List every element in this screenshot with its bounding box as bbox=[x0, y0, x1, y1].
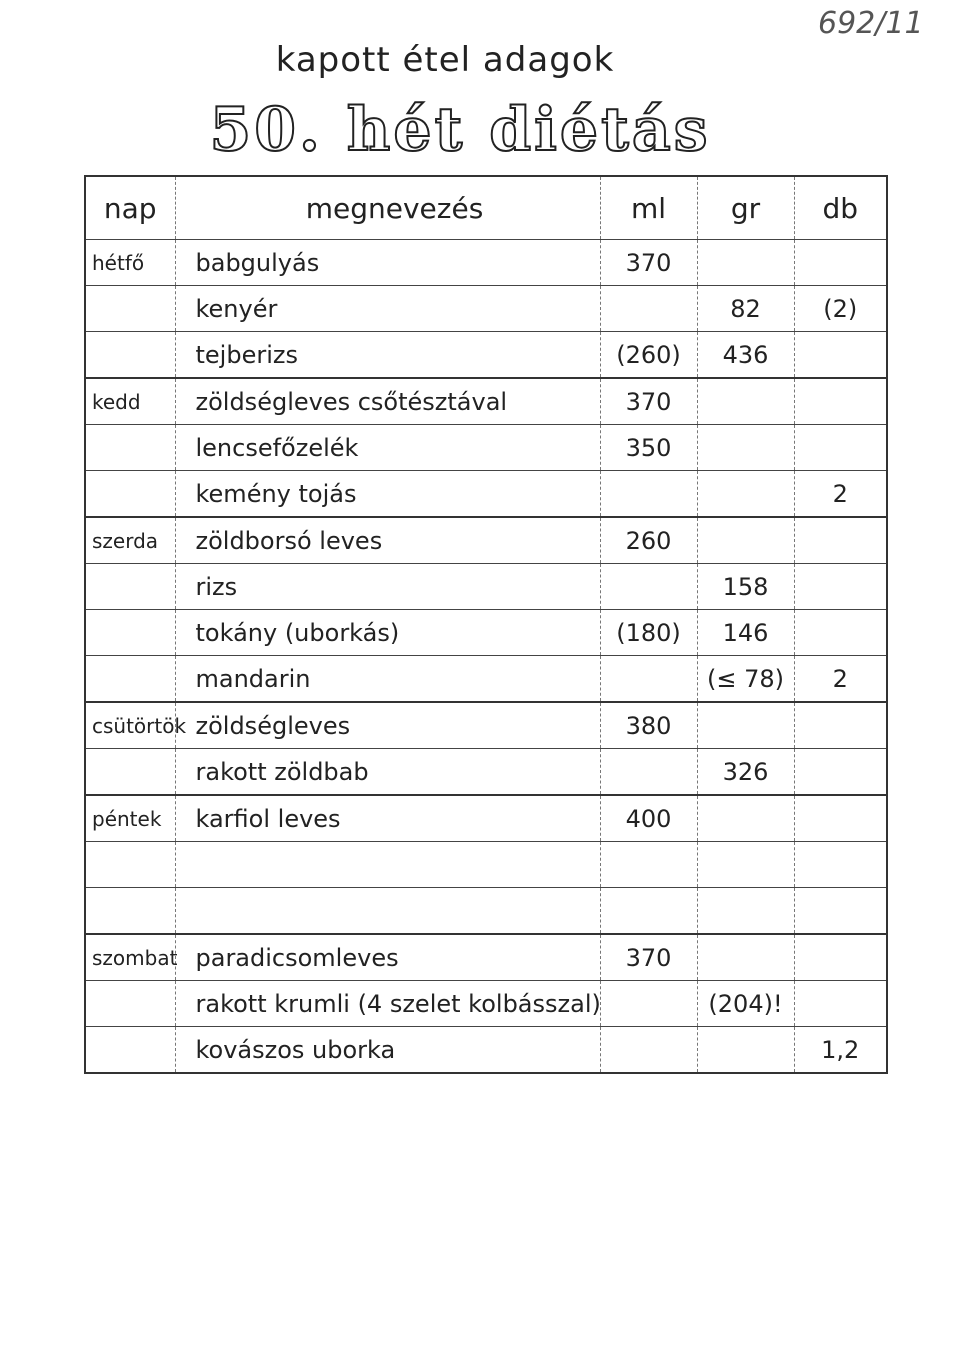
cell-name: rakott krumli (4 szelet kolbásszal) bbox=[175, 981, 600, 1027]
cell-name: zöldségleves csőtésztával bbox=[175, 378, 600, 425]
cell-gr bbox=[697, 842, 794, 888]
cell-db bbox=[794, 240, 887, 286]
cell-ml: 370 bbox=[600, 378, 697, 425]
cell-day bbox=[85, 842, 175, 888]
cell-day: csütörtök bbox=[85, 702, 175, 749]
cell-name: tejberizs bbox=[175, 332, 600, 379]
cell-gr: 146 bbox=[697, 610, 794, 656]
cell-gr bbox=[697, 240, 794, 286]
cell-gr: 82 bbox=[697, 286, 794, 332]
cell-gr: 158 bbox=[697, 564, 794, 610]
cell-gr: 326 bbox=[697, 749, 794, 796]
cell-name: kovászos uborka bbox=[175, 1027, 600, 1074]
cell-day bbox=[85, 1027, 175, 1074]
cell-ml: 400 bbox=[600, 795, 697, 842]
cell-db bbox=[794, 934, 887, 981]
table-row bbox=[85, 656, 887, 703]
cell-db bbox=[794, 702, 887, 749]
table-row bbox=[85, 378, 887, 425]
cell-day: péntek bbox=[85, 795, 175, 842]
cell-day bbox=[85, 749, 175, 796]
cell-ml bbox=[600, 286, 697, 332]
header-day: nap bbox=[85, 176, 175, 240]
cell-db bbox=[794, 564, 887, 610]
cell-ml: (180) bbox=[600, 610, 697, 656]
table-row bbox=[85, 1027, 887, 1074]
table-row bbox=[85, 842, 887, 888]
cell-ml bbox=[600, 749, 697, 796]
header-ml: ml bbox=[600, 176, 697, 240]
cell-gr bbox=[697, 517, 794, 564]
table-row bbox=[85, 240, 887, 286]
cell-name: lencsefőzelék bbox=[175, 425, 600, 471]
cell-gr: 436 bbox=[697, 332, 794, 379]
table-row bbox=[85, 517, 887, 564]
cell-day bbox=[85, 888, 175, 935]
cell-name: rakott zöldbab bbox=[175, 749, 600, 796]
header-name: megnevezés bbox=[175, 176, 600, 240]
cell-name: karfiol leves bbox=[175, 795, 600, 842]
cell-db bbox=[794, 842, 887, 888]
cell-ml: (260) bbox=[600, 332, 697, 379]
cell-db bbox=[794, 378, 887, 425]
cell-name: paradicsomleves bbox=[175, 934, 600, 981]
cell-ml bbox=[600, 1027, 697, 1074]
cell-gr bbox=[697, 471, 794, 518]
cell-ml: 260 bbox=[600, 517, 697, 564]
cell-gr bbox=[697, 795, 794, 842]
document-subtitle: kapott étel adagok bbox=[275, 40, 615, 80]
cell-name: zöldborsó leves bbox=[175, 517, 600, 564]
cell-db: 2 bbox=[794, 471, 887, 518]
cell-name: mandarin bbox=[175, 656, 600, 703]
table-row bbox=[85, 749, 887, 796]
cell-day: hétfő bbox=[85, 240, 175, 286]
cell-db: 1,2 bbox=[794, 1027, 887, 1074]
cell-name bbox=[175, 842, 600, 888]
cell-day bbox=[85, 610, 175, 656]
cell-db: (2) bbox=[794, 286, 887, 332]
cell-day bbox=[85, 425, 175, 471]
cell-db bbox=[794, 888, 887, 935]
cell-gr bbox=[697, 934, 794, 981]
page-number: 692/11 bbox=[818, 6, 924, 41]
cell-name: kemény tojás bbox=[175, 471, 600, 518]
cell-gr bbox=[697, 702, 794, 749]
cell-db bbox=[794, 425, 887, 471]
cell-day bbox=[85, 981, 175, 1027]
cell-day bbox=[85, 656, 175, 703]
cell-ml bbox=[600, 842, 697, 888]
cell-name: rizs bbox=[175, 564, 600, 610]
header-db: db bbox=[794, 176, 887, 240]
cell-day: szerda bbox=[85, 517, 175, 564]
table-row bbox=[85, 471, 887, 518]
cell-db bbox=[794, 981, 887, 1027]
table-row bbox=[85, 888, 887, 935]
cell-ml bbox=[600, 981, 697, 1027]
cell-ml bbox=[600, 564, 697, 610]
cell-name: babgulyás bbox=[175, 240, 600, 286]
cell-day bbox=[85, 286, 175, 332]
table-row bbox=[85, 332, 887, 379]
cell-day: kedd bbox=[85, 378, 175, 425]
cell-db bbox=[794, 332, 887, 379]
cell-ml: 370 bbox=[600, 240, 697, 286]
cell-db bbox=[794, 749, 887, 796]
header-row bbox=[85, 176, 887, 240]
table-row bbox=[85, 425, 887, 471]
cell-gr bbox=[697, 425, 794, 471]
cell-day bbox=[85, 332, 175, 379]
cell-db: 2 bbox=[794, 656, 887, 703]
document-title: 50. hét diétás bbox=[209, 95, 711, 165]
cell-name: kenyér bbox=[175, 286, 600, 332]
cell-ml: 380 bbox=[600, 702, 697, 749]
table-row bbox=[85, 610, 887, 656]
cell-gr: (≤ 78) bbox=[697, 656, 794, 703]
cell-ml bbox=[600, 656, 697, 703]
cell-ml bbox=[600, 471, 697, 518]
cell-db bbox=[794, 795, 887, 842]
header-gr: gr bbox=[697, 176, 794, 240]
cell-db bbox=[794, 517, 887, 564]
cell-ml: 350 bbox=[600, 425, 697, 471]
cell-day bbox=[85, 471, 175, 518]
cell-name: zöldségleves bbox=[175, 702, 600, 749]
table-row bbox=[85, 795, 887, 842]
cell-name: tokány (uborkás) bbox=[175, 610, 600, 656]
cell-ml bbox=[600, 888, 697, 935]
cell-gr bbox=[697, 1027, 794, 1074]
cell-ml: 370 bbox=[600, 934, 697, 981]
table-row bbox=[85, 564, 887, 610]
table-row bbox=[85, 934, 887, 981]
menu-table bbox=[84, 175, 888, 1074]
cell-db bbox=[794, 610, 887, 656]
table-row bbox=[85, 981, 887, 1027]
cell-gr: (204)! bbox=[697, 981, 794, 1027]
table-row bbox=[85, 702, 887, 749]
cell-name bbox=[175, 888, 600, 935]
cell-day: szombat bbox=[85, 934, 175, 981]
cell-day bbox=[85, 564, 175, 610]
table-row bbox=[85, 286, 887, 332]
cell-gr bbox=[697, 888, 794, 935]
cell-gr bbox=[697, 378, 794, 425]
